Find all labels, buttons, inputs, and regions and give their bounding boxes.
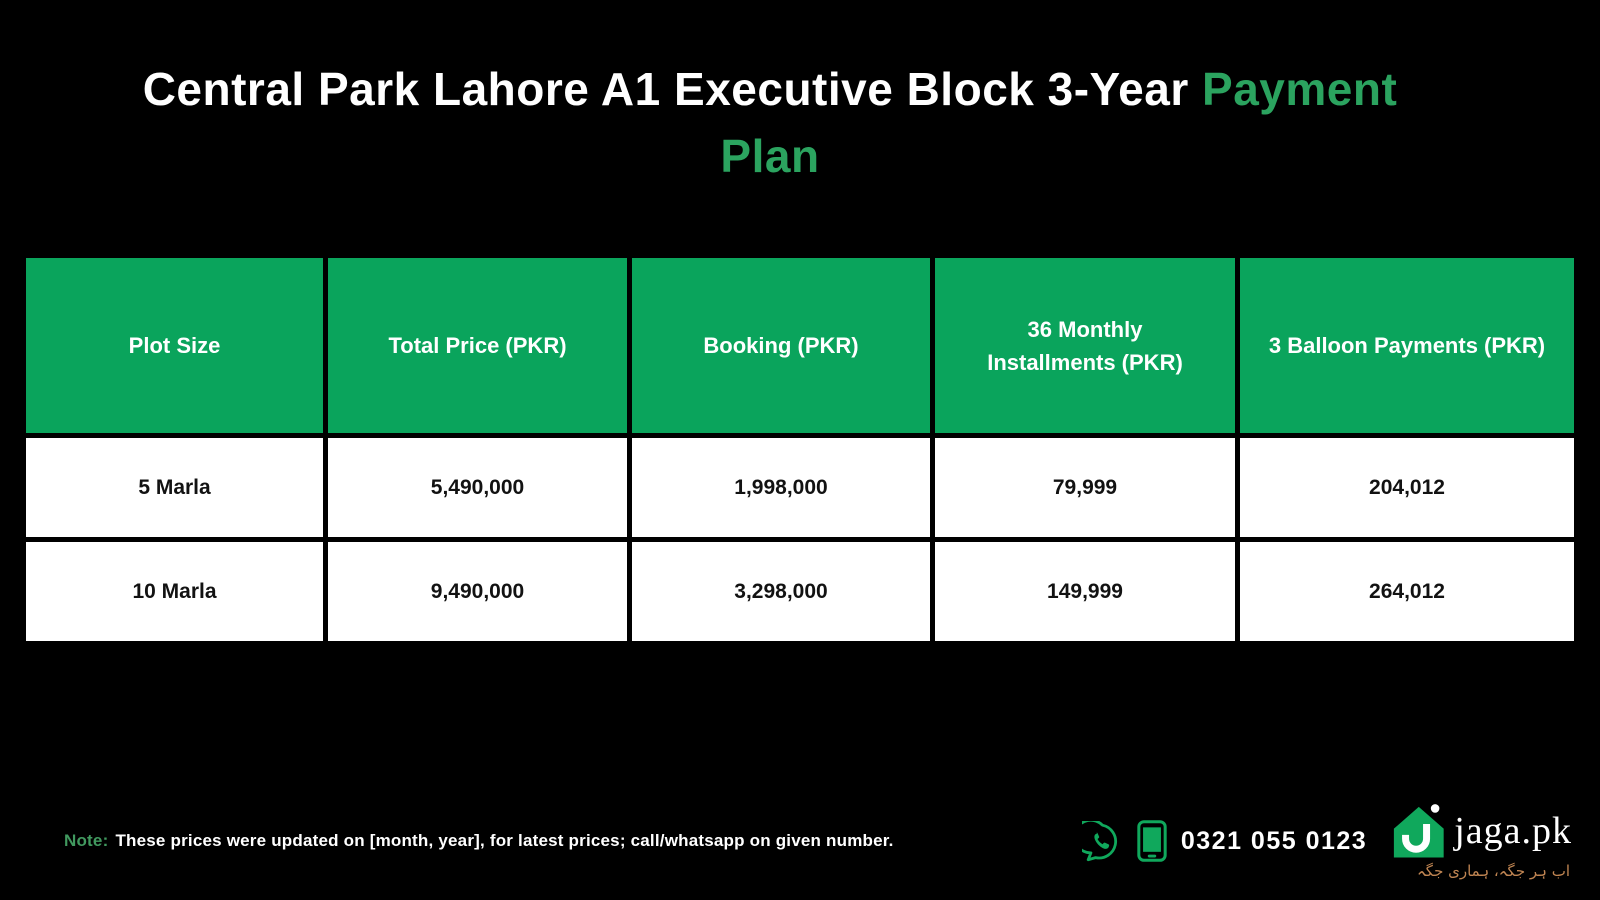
table-cell-monthly-installment: 79,999 (935, 438, 1235, 537)
table-cell-booking: 3,298,000 (632, 542, 930, 641)
table-cell-plot-size: 5 Marla (26, 438, 323, 537)
price-update-note (64, 831, 894, 851)
table-cell-balloon-payment: 204,012 (1240, 438, 1574, 537)
note-text: These prices were updated on [month, year], for latest prices; call/whatsapp on given number. (115, 831, 894, 850)
house-logo-icon (1390, 803, 1446, 859)
table-cell-booking: 1,998,000 (632, 438, 930, 537)
smartphone-icon (1136, 819, 1168, 863)
brand-logo (1390, 803, 1572, 880)
brand-tagline-urdu: اب ہر جگہ، ہماری جگہ (1417, 861, 1570, 880)
column-header-booking: Booking (PKR) (632, 258, 930, 433)
title-accent-line2: Plan (720, 130, 820, 182)
column-header-monthly-installments: 36 Monthly Installments (PKR) (935, 258, 1235, 433)
footer (64, 793, 1572, 889)
title-main-text: Central Park Lahore A1 Executive Block 3-Year (142, 63, 1203, 115)
column-header-balloon-payments: 3 Balloon Payments (PKR) (1240, 258, 1574, 433)
contact-block (1082, 803, 1572, 880)
table-cell-balloon-payment: 264,012 (1240, 542, 1574, 641)
table-cell-total-price: 9,490,000 (328, 542, 627, 641)
table-cell-monthly-installment: 149,999 (935, 542, 1235, 641)
payment-plan-table (26, 258, 1574, 641)
whatsapp-icon (1082, 821, 1123, 862)
table-cell-plot-size: 10 Marla (26, 542, 323, 641)
column-header-total-price: Total Price (PKR) (328, 258, 627, 433)
note-label: Note: (64, 831, 109, 850)
phone-number: 0321 055 0123 (1180, 826, 1368, 855)
page-title (0, 56, 1540, 190)
column-header-plot-size: Plot Size (26, 258, 323, 433)
table-cell-total-price: 5,490,000 (328, 438, 627, 537)
title-accent-line1: Payment (1202, 63, 1398, 115)
brand-name: jaga.pk (1454, 809, 1572, 852)
